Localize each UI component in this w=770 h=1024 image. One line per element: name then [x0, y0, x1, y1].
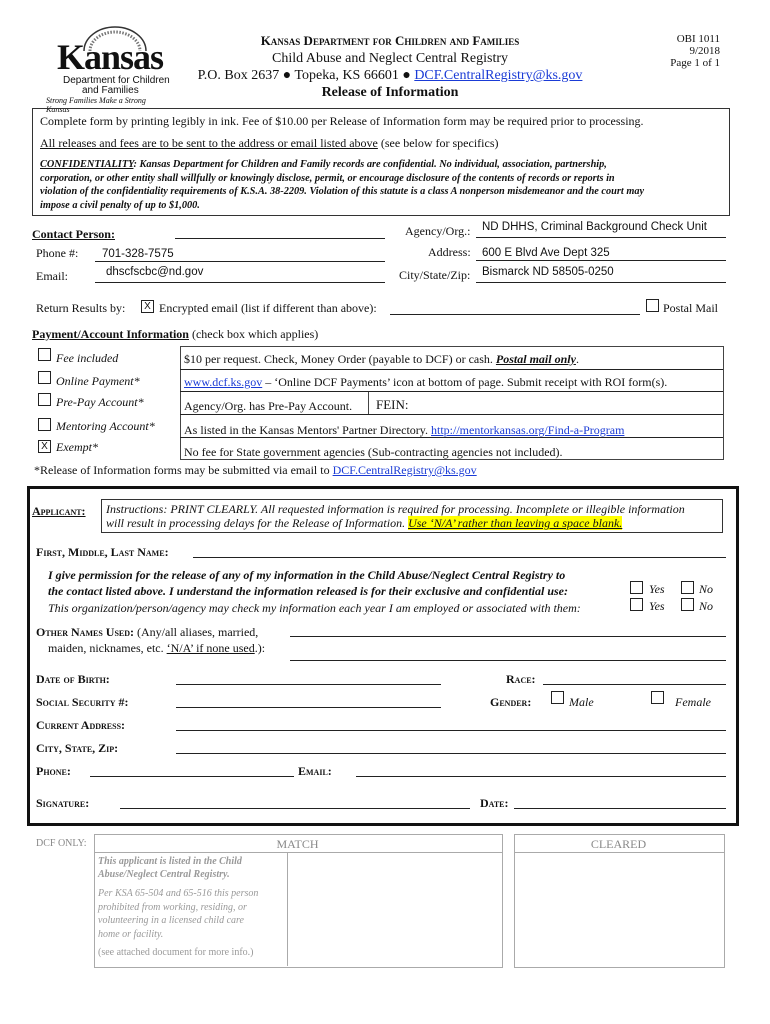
- mentoring-account-desc: [184, 423, 624, 438]
- listed-line2: Abuse/Neglect Central Registry.: [98, 869, 230, 880]
- fee-included-label: Fee included: [56, 351, 119, 365]
- registry-title: Child Abuse and Neglect Central Registry: [271, 51, 508, 66]
- online-payment-desc: [184, 375, 667, 390]
- cleared-header-divider: [514, 852, 724, 853]
- fein-divider: [368, 392, 369, 414]
- intro-box: [32, 108, 730, 216]
- online-payment-label: Online Payment*: [56, 374, 140, 388]
- footnote-text: *Release of Information forms may be submitted via email to: [34, 463, 333, 477]
- phone-label: Phone #:: [36, 246, 79, 260]
- contact-person-label: Contact Person:: [32, 227, 115, 241]
- applicant-label: Applicant:: [32, 504, 86, 518]
- agency-title: Kansas Department for Children and Families: [260, 33, 520, 48]
- gender-label: Gender:: [490, 695, 532, 709]
- instructions-box: [101, 499, 723, 533]
- instructions-line2-text: will result in processing delays for the Release of Information.: [106, 516, 409, 530]
- postal-mail-label: Postal Mail: [663, 301, 719, 315]
- intro-line1: Complete form by printing legibly in ink. Fee of $10.00 per Release of Information form may be required prior to processing.: [40, 114, 644, 128]
- phone-field-line: [95, 261, 385, 262]
- conf-line1: : Kansas Department for Children and Family records are confidential. No individual, association, partnership,: [133, 159, 607, 170]
- annual-no-checkbox[interactable]: [681, 598, 694, 611]
- other-names-line2: [48, 641, 265, 656]
- agency-field-line: [476, 237, 726, 238]
- conf-line3: violation of the confidentiality requirements of K.S.A. 38-2209. Violation of this statute is a class A nonperson misdemeanor and the court may: [40, 186, 645, 197]
- phone-value[interactable]: 701-328-7575: [102, 248, 174, 260]
- ksa-line1: Per KSA 65-504 and 65-516 this person: [98, 888, 259, 899]
- dob-label: Date of Birth:: [36, 672, 110, 686]
- payment-heading: [32, 327, 318, 342]
- fee-included-desc: [184, 352, 579, 367]
- exempt-label: Exempt*: [56, 440, 98, 454]
- see-attached-note: (see attached document for more info.): [98, 947, 254, 958]
- date-label: Date:: [480, 796, 509, 810]
- agency-value[interactable]: ND DHHS, Criminal Background Check Unit: [482, 221, 707, 233]
- other-names-rest: (Any/all aliases, married,: [134, 625, 259, 639]
- dcf-website-link[interactable]: www.dcf.ks.gov: [184, 375, 263, 389]
- payment-row-divider: [180, 391, 723, 392]
- cleared-heading: CLEARED: [590, 837, 647, 851]
- gender-female-label: Female: [675, 695, 711, 709]
- current-address-field[interactable]: [176, 730, 726, 731]
- cleared-box: [514, 834, 725, 968]
- gender-female-checkbox[interactable]: [651, 691, 664, 704]
- prepay-account-label: Pre-Pay Account*: [56, 395, 144, 409]
- footnote-email-link[interactable]: DCF.CentralRegistry@ks.gov: [332, 463, 477, 477]
- listed-line1: This applicant is listed in the Child: [98, 856, 242, 867]
- agency-label: Agency/Org.:: [405, 224, 471, 238]
- form-title: Release of Information: [321, 85, 459, 100]
- permission-line1: I give permission for the release of any of my information in the Child Abuse/Neglect Central Registry to: [48, 568, 566, 582]
- encrypted-email-label: Encrypted email (list if different than above):: [159, 301, 377, 315]
- permission-yes-label: Yes: [649, 582, 665, 596]
- postal-mail-checkbox[interactable]: [646, 299, 659, 312]
- other-names-line2-text: maiden, nicknames, etc.: [48, 641, 167, 655]
- return-results-label: Return Results by:: [36, 301, 126, 315]
- gender-male-checkbox[interactable]: [551, 691, 564, 704]
- logo-tagline: Strong Families Make a Strong Kansas: [46, 96, 146, 114]
- logo-state-name: Kansas: [57, 37, 164, 77]
- encrypted-email-field[interactable]: [390, 314, 640, 315]
- permission-line2: the contact listed above. I understand the information released is for their exclusive and confidential use:: [48, 584, 569, 598]
- city-value[interactable]: Bismarck ND 58505-0250: [482, 266, 614, 278]
- permission-yes-checkbox[interactable]: [630, 581, 643, 594]
- match-header-divider: [94, 852, 502, 853]
- postal-mail-only: Postal mail only: [495, 352, 576, 366]
- fee-included-text: $10 per request. Check, Money Order (payable to DCF) or cash.: [184, 352, 496, 366]
- other-names-field-2[interactable]: [290, 660, 726, 661]
- address-value[interactable]: 600 E Blvd Ave Dept 325: [482, 247, 610, 259]
- gender-male-label: Male: [569, 695, 594, 709]
- conf-line4: impose a civil penalty of up to $1,000.: [40, 199, 200, 211]
- intro-line2-underlined: All releases and fees are to be sent to the address or email listed above: [40, 136, 378, 150]
- ksa-line3: volunteering in a licensed child care: [98, 915, 244, 926]
- payment-heading-bold: Payment/Account Information: [32, 327, 189, 341]
- annual-yes-label: Yes: [649, 599, 665, 613]
- intro-line2: [40, 136, 499, 151]
- full-name-label: First, Middle, Last Name:: [36, 545, 169, 559]
- prepay-account-desc: Agency/Org. has Pre-Pay Account.: [184, 399, 353, 413]
- ksa-prohibition-note: [98, 887, 258, 941]
- registry-email-link[interactable]: DCF.CentralRegistry@ks.gov: [414, 68, 583, 83]
- ksa-line2: prohibited from working, residing, or: [98, 901, 247, 913]
- encrypted-email-checkbox[interactable]: X: [141, 300, 154, 313]
- contact-person-field[interactable]: [175, 238, 385, 239]
- applicant-section: [27, 486, 739, 826]
- form-date: 9/2018: [689, 45, 720, 57]
- payment-row-divider: [180, 369, 723, 370]
- address-text: P.O. Box 2637 ● Topeka, KS 66601 ●: [197, 68, 415, 83]
- applicant-phone-label: Phone:: [36, 764, 71, 778]
- email-label: Email:: [36, 269, 68, 283]
- mentor-kansas-link[interactable]: http://mentorkansas.org/Find-a-Program: [431, 423, 625, 437]
- mentoring-text: As listed in the Kansas Mentors' Partner Directory.: [184, 423, 431, 437]
- signature-label: Signature:: [36, 796, 90, 810]
- email-footnote: [34, 463, 477, 478]
- permission-no-label: No: [699, 582, 714, 596]
- match-heading: MATCH: [276, 837, 319, 851]
- instructions-line1: Instructions: PRINT CLEARLY. All requested information is required for processing. Incomplete or illegible information: [106, 502, 685, 516]
- fee-included-checkbox[interactable]: [38, 348, 51, 361]
- permission-no-checkbox[interactable]: [681, 581, 694, 594]
- online-payment-checkbox[interactable]: [38, 371, 51, 384]
- email-field-line: [95, 282, 385, 283]
- page-number: Page 1 of 1: [670, 57, 720, 69]
- match-column-divider: [287, 852, 288, 966]
- other-names-label: [36, 625, 258, 640]
- date-field[interactable]: [514, 808, 726, 809]
- ssn-label: Social Security #:: [36, 695, 129, 709]
- fee-included-end: .: [575, 352, 579, 366]
- city-state-zip-label: City, State, Zip:: [36, 741, 119, 755]
- applicant-phone-field[interactable]: [90, 776, 294, 777]
- conf-line2: corporation, or other entity shall willfully or knowingly disclose, permit, or encourage disclosure of the contents of records or reports in: [40, 172, 615, 184]
- dcf-only-label: DCF ONLY:: [36, 838, 87, 849]
- header-address: [190, 68, 590, 84]
- applicant-email-field[interactable]: [356, 776, 726, 777]
- race-field[interactable]: [543, 684, 726, 685]
- payment-heading-rest: (check box which applies): [188, 327, 319, 341]
- city-label: City/State/Zip:: [399, 268, 471, 282]
- intro-line2-rest: (see below for specifics): [377, 136, 499, 150]
- confidentiality-label: CONFIDENTIALITY: [40, 159, 134, 170]
- exempt-checkbox[interactable]: X: [38, 440, 51, 453]
- city-state-zip-field[interactable]: [176, 753, 726, 754]
- mentoring-account-label: Mentoring Account*: [56, 419, 155, 433]
- annual-no-label: No: [699, 599, 714, 613]
- other-names-na: ‘N/A’ if none used: [166, 641, 255, 655]
- annual-yes-checkbox[interactable]: [630, 598, 643, 611]
- na-highlight: Use ‘N/A’ rather than leaving a space blank.: [408, 516, 623, 530]
- prepay-account-checkbox[interactable]: [38, 393, 51, 406]
- race-label: Race:: [506, 672, 536, 686]
- confidentiality-notice: [40, 158, 726, 212]
- current-address-label: Current Address:: [36, 718, 126, 732]
- other-names-field-1[interactable]: [290, 636, 726, 637]
- other-names-end: .):: [254, 641, 266, 655]
- other-names-label-bold: Other Names Used:: [36, 625, 135, 639]
- city-field-line: [476, 282, 726, 283]
- payment-row-divider: [180, 414, 723, 415]
- listed-in-registry-note: [98, 855, 242, 881]
- ksa-line4: home or facility.: [98, 928, 164, 940]
- form-id: OBI 1011: [676, 33, 720, 45]
- logo-dept-line1: Department for Children: [63, 75, 170, 86]
- dob-field[interactable]: [176, 684, 441, 685]
- address-field-line: [476, 260, 726, 261]
- online-payment-text: – ‘Online DCF Payments’ icon at bottom of page. Submit receipt with ROI form(s).: [262, 375, 668, 389]
- ssn-field[interactable]: [176, 707, 441, 708]
- applicant-email-label: Email:: [298, 764, 332, 778]
- kansas-logo: [40, 25, 170, 114]
- address-label: Address:: [428, 245, 471, 259]
- email-value[interactable]: dhscfscbc@nd.gov: [106, 266, 204, 278]
- instructions-line2: [106, 516, 622, 531]
- mentoring-account-checkbox[interactable]: [38, 418, 51, 431]
- fein-label[interactable]: FEIN:: [376, 397, 409, 412]
- full-name-field[interactable]: [193, 557, 726, 558]
- signature-field[interactable]: [120, 808, 470, 809]
- logo-dept-line2: and Families: [82, 85, 139, 96]
- permission-line3: This organization/person/agency may check my information each year I am employed or associated with them:: [48, 601, 581, 615]
- exempt-desc: No fee for State government agencies (Sub-contracting agencies not included).: [184, 445, 563, 459]
